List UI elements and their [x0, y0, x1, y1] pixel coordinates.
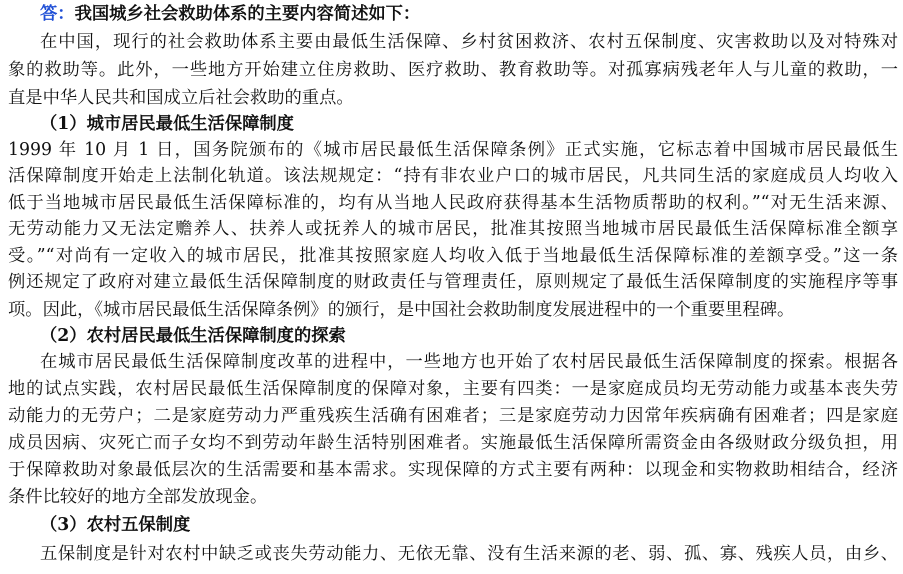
- section-1-heading: （1）城市居民最低生活保障制度: [40, 114, 294, 134]
- section-1-line-4: 无劳动能力又无法定赡养人、扶养人或抚养人的城市居民，批准其按照当地城市居民最低生活保障标准全额享: [8, 219, 898, 239]
- section-3-line-1: 五保制度是针对农村中缺乏或丧失劳动能力、无依无靠、没有生活来源的老、弱、孤、寡、残疾人员，由乡、: [40, 544, 898, 564]
- section-1-line-7: 项。因此，《城市居民最低生活保障条例》的颁行，是中国社会救助制度发展进程中的一个重要里程碑。: [8, 300, 795, 320]
- section-2-line-3: 动能力的无劳户；二是家庭劳动力严重残疾生活确有困难者；三是家庭劳动力因常年疾病确有困难者；四是家庭: [8, 406, 898, 426]
- section-2-line-5: 于保障救助对象最低层次的生活需要和基本需求。实现保障的方式主要有两种：以现金和实物救助相结合，经济: [8, 460, 898, 480]
- section-1-line-3: 低于当地城市居民最低生活保障标准的，均有从当地人民政府获得基本生活物质帮助的权利。”“对无生活来源、: [8, 193, 898, 213]
- section-2-line-4: 成员因病、灾死亡而子女均不到劳动年龄生活特别困难者。实施最低生活保障所需资金由各级财政分级负担，用: [8, 433, 898, 453]
- section-1-line-1: 1999 年 10 月 1 日，国务院颁布的《城市居民最低生活保障条例》正式实施，它标志着中国城市居民最低生: [8, 140, 898, 160]
- answer-label: 答：: [40, 4, 75, 24]
- section-3-heading: （3）农村五保制度: [40, 515, 191, 535]
- section-1-line-2: 活保障制度开始走上法制化轨道。该法规规定：“持有非农业户口的城市居民，凡共同生活的家庭成员人均收入: [8, 166, 898, 186]
- section-1-line-6: 例还规定了政府对建立最低生活保障制度的财政责任与管理责任，原则规定了最低生活保障制度的实施程序等事: [8, 272, 898, 292]
- answer-title: 我国城乡社会救助体系的主要内容简述如下：: [74, 4, 421, 24]
- section-2-heading: （2）农村居民最低生活保障制度的探索: [40, 326, 346, 346]
- intro-line-3: 直是中华人民共和国成立后社会救助的重点。: [8, 88, 354, 108]
- section-2-line-2: 地的试点实践，农村居民最低生活保障制度的保障对象，主要有四类：一是家庭成员均无劳动能力或基本丧失劳: [8, 379, 898, 399]
- intro-line-2: 象的救助等。此外，一些地方开始建立住房救助、医疗救助、教育救助等。对孤寡病残老年人与儿童的救助，一: [8, 60, 898, 80]
- answer-heading: [40, 0, 898, 28]
- section-2-line-6: 条件比较好的地方全部发放现金。: [8, 487, 268, 507]
- section-1-line-5: 受。”“对尚有一定收入的城市居民，批准其按照家庭人均收入低于当地最低生活保障标准的差额享受。”这一条: [8, 246, 898, 266]
- intro-line-1: 在中国，现行的社会救助体系主要由最低生活保障、乡村贫困救济、农村五保制度、灾害救助以及对特殊对: [40, 32, 898, 52]
- section-2-line-1: 在城市居民最低生活保障制度改革的进程中，一些地方也开始了农村居民最低生活保障制度的探索。根据各: [40, 352, 898, 372]
